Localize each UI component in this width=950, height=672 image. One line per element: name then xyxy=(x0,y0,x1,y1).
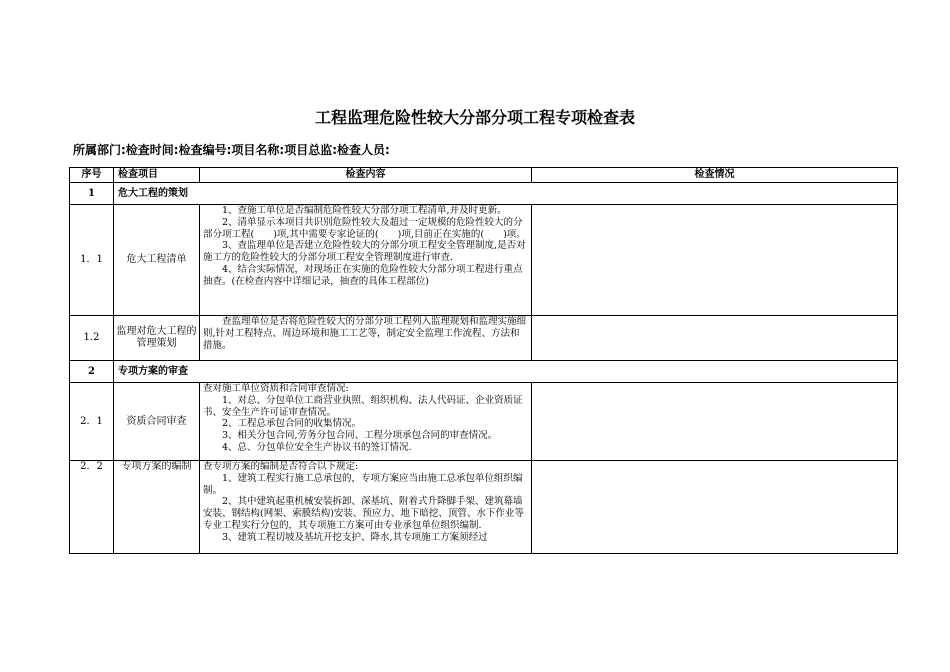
row-status xyxy=(532,316,898,361)
content-line: 查专项方案的编制是否符合以下规定: xyxy=(203,461,359,472)
section-name: 专项方案的审查 xyxy=(114,361,898,383)
row-content xyxy=(200,383,532,461)
inspection-table xyxy=(69,167,898,554)
header-item: 检查项目 xyxy=(114,168,200,183)
content-line: 2、工程总承包合同的收集情况。 xyxy=(222,418,362,430)
meta-line: 所属部门:检查时间:检查编号:项目名称:项目总监:检查人员: xyxy=(73,143,390,157)
content-line: 3、建筑工程切坡及基坑开挖支护、降水,其专项施工方案须经过 xyxy=(222,531,488,543)
row-item: 监理对危大工程的管理策划 xyxy=(114,316,200,361)
content-line: 3、查监理单位是否建立危险性较大的分部分项工程安全管理制度,是否对施工方的危险性较大的分部分项工程安全管理制度进行审查. xyxy=(203,240,526,264)
content-line: 1、对总、分包单位工商营业执照、组织机构、法人代码证、企业资质证书、安全生产许可证审查情况。 xyxy=(203,394,523,418)
table-row xyxy=(70,316,898,361)
section-name: 危大工程的策划 xyxy=(114,183,898,205)
row-item: 资质合同审查 xyxy=(114,383,200,461)
row-item: 危大工程清单 xyxy=(114,205,200,316)
section-row-1 xyxy=(70,183,898,205)
table-row xyxy=(70,383,898,461)
row-status xyxy=(532,461,898,554)
table-row xyxy=(70,205,898,316)
row-item: 专项方案的编制 xyxy=(114,461,200,554)
row-content xyxy=(200,205,532,316)
header-content: 检查内容 xyxy=(200,168,532,183)
content-line: 2、清单显示本项目共识别危险性较大及超过一定规模的危险性较大的分部分项工程( )项,其中需要专家论证的( )项,目前正在实施的( )项。 xyxy=(203,216,526,240)
table-header-row xyxy=(70,168,898,183)
header-no: 序号 xyxy=(70,168,114,183)
table-row xyxy=(70,461,898,554)
section-row-2 xyxy=(70,361,898,383)
row-status xyxy=(532,205,898,316)
content-line: 2、其中建筑起重机械安装拆卸、深基坑、附着式升降脚手架、建筑幕墙安装、钢结构(网架、索膜结构)安装、预应力、地下暗挖、顶管、水下作业等专业工程实行分包的，其专项施工方案可由专业承包单位组织编制. xyxy=(203,496,524,531)
row-no: 2．2 xyxy=(70,461,114,554)
row-content xyxy=(200,316,532,361)
content-line: 1、建筑工程实行施工总承包的，专项方案应当由施工总承包单位组织编制。 xyxy=(203,472,523,496)
section-no: 1 xyxy=(70,183,114,205)
document-title: 工程监理危险性较大分部分项工程专项检查表 xyxy=(314,108,635,127)
row-status xyxy=(532,383,898,461)
row-no: 2．1 xyxy=(70,383,114,461)
row-no: 1.2 xyxy=(70,316,114,361)
content-line: 3、相关分包合同,劳务分包合同、工程分项承包合同的审查情况。 xyxy=(222,430,498,442)
section-no: 2 xyxy=(70,361,114,383)
header-status: 检查情况 xyxy=(532,168,898,183)
row-no: 1．1 xyxy=(70,205,114,316)
content-line: 1、查施工单位是否编制危险性较大分部分项工程清单,并及时更新。 xyxy=(222,205,507,216)
row-content xyxy=(200,461,532,554)
content-line: 4、总、分包单位安全生产协议书的签订情况. xyxy=(222,441,412,453)
content-line: 查对施工单位资质和合同审查情况: xyxy=(203,383,349,394)
content-line: 4、结合实际情况，对现场正在实施的危险性较大分部分项工程进行重点抽查。(在检查内容中详细记录，抽查的具体工程部位) xyxy=(203,263,523,287)
content-line: 查监理单位是否将危险性较大的分部分项工程列入监理规划和监理实施细则,针对工程特点、周边环境和施工工艺等，制定安全监理工作流程、方法和措施。 xyxy=(203,316,527,351)
